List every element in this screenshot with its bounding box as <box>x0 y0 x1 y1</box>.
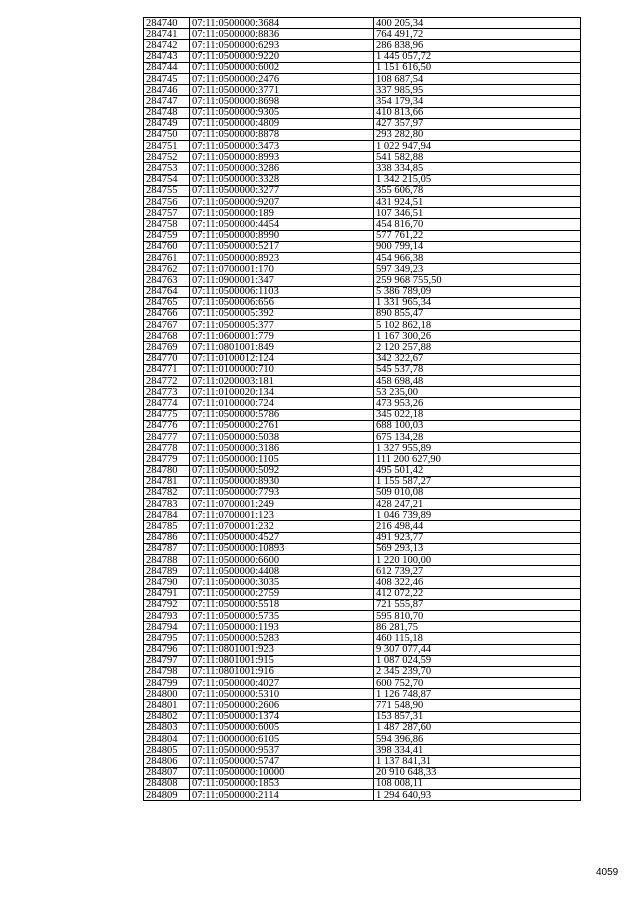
table-row <box>144 655 581 666</box>
cadastral-number-cell: 07:11:0500005:392 <box>190 308 374 319</box>
value-cell: 1 327 955,89 <box>374 443 581 454</box>
row-number-cell: 284759 <box>144 230 190 241</box>
row-number-cell: 284760 <box>144 241 190 252</box>
cadastral-number-cell: 07:11:0500000:5217 <box>190 241 374 252</box>
table-row <box>144 286 581 297</box>
row-number-cell: 284802 <box>144 711 190 722</box>
row-number-cell: 284789 <box>144 566 190 577</box>
cadastral-number-cell: 07:11:0500000:5786 <box>190 409 374 420</box>
cadastral-number-cell: 07:11:0500000:2476 <box>190 73 374 84</box>
table-row <box>144 555 581 566</box>
cadastral-number-cell: 07:11:0100020:134 <box>190 387 374 398</box>
row-number-cell: 284769 <box>144 342 190 353</box>
table-row <box>144 756 581 767</box>
cadastral-number-cell: 07:11:0500000:5038 <box>190 431 374 442</box>
value-cell: 454 816,70 <box>374 219 581 230</box>
value-cell: 107 346,51 <box>374 208 581 219</box>
row-number-cell: 284764 <box>144 286 190 297</box>
value-cell: 509 010,08 <box>374 487 581 498</box>
row-number-cell: 284765 <box>144 297 190 308</box>
table-row <box>144 420 581 431</box>
value-cell: 1 220 100,00 <box>374 555 581 566</box>
row-number-cell: 284757 <box>144 208 190 219</box>
row-number-cell: 284786 <box>144 532 190 543</box>
cadastral-number-cell: 07:11:0801001:916 <box>190 666 374 677</box>
table-row <box>144 778 581 789</box>
cadastral-number-cell: 07:11:0500000:3286 <box>190 163 374 174</box>
cadastral-value-table <box>143 17 581 801</box>
table-row <box>144 320 581 331</box>
cadastral-number-cell: 07:11:0500006:1103 <box>190 286 374 297</box>
value-cell: 53 235,00 <box>374 387 581 398</box>
cadastral-number-cell: 07:11:0500000:3035 <box>190 577 374 588</box>
cadastral-number-cell: 07:11:0900001:347 <box>190 275 374 286</box>
value-cell: 473 953,26 <box>374 398 581 409</box>
row-number-cell: 284750 <box>144 129 190 140</box>
cadastral-number-cell: 07:11:0500000:8993 <box>190 152 374 163</box>
table-row <box>144 152 581 163</box>
table-row <box>144 465 581 476</box>
table-row <box>144 107 581 118</box>
cadastral-number-cell: 07:11:0500000:3186 <box>190 443 374 454</box>
cadastral-number-cell: 07:11:0500000:6600 <box>190 555 374 566</box>
row-number-cell: 284807 <box>144 767 190 778</box>
cadastral-number-cell: 07:11:0801001:915 <box>190 655 374 666</box>
value-cell: 688 100,03 <box>374 420 581 431</box>
cadastral-number-cell: 07:11:0500000:10893 <box>190 543 374 554</box>
value-cell: 890 855,47 <box>374 308 581 319</box>
value-cell: 428 247,21 <box>374 499 581 510</box>
row-number-cell: 284763 <box>144 275 190 286</box>
value-cell: 1 046 739,89 <box>374 510 581 521</box>
row-number-cell: 284801 <box>144 700 190 711</box>
row-number-cell: 284788 <box>144 555 190 566</box>
table-row <box>144 398 581 409</box>
table-row <box>144 745 581 756</box>
table-row <box>144 275 581 286</box>
cadastral-number-cell: 07:11:0500000:8990 <box>190 230 374 241</box>
row-number-cell: 284790 <box>144 577 190 588</box>
value-cell: 412 072,22 <box>374 588 581 599</box>
cadastral-number-cell: 07:11:0500000:3328 <box>190 174 374 185</box>
cadastral-number-cell: 07:11:0100000:724 <box>190 398 374 409</box>
value-cell: 1 151 616,50 <box>374 62 581 73</box>
table-row <box>144 588 581 599</box>
table-row <box>144 487 581 498</box>
table-body <box>144 18 581 801</box>
value-cell: 108 008,11 <box>374 778 581 789</box>
row-number-cell: 284768 <box>144 331 190 342</box>
value-cell: 900 799,14 <box>374 241 581 252</box>
row-number-cell: 284747 <box>144 96 190 107</box>
value-cell: 1 342 215,05 <box>374 174 581 185</box>
table-row <box>144 543 581 554</box>
cadastral-number-cell: 07:11:0500000:5283 <box>190 633 374 644</box>
cadastral-number-cell: 07:11:0500000:189 <box>190 208 374 219</box>
cadastral-number-cell: 07:11:0500000:9305 <box>190 107 374 118</box>
row-number-cell: 284774 <box>144 398 190 409</box>
table-row <box>144 521 581 532</box>
row-number-cell: 284784 <box>144 510 190 521</box>
value-cell: 111 200 627,90 <box>374 454 581 465</box>
value-cell: 454 966,38 <box>374 252 581 263</box>
table-row <box>144 431 581 442</box>
table-row <box>144 342 581 353</box>
row-number-cell: 284741 <box>144 29 190 40</box>
cadastral-number-cell: 07:11:0500000:4027 <box>190 678 374 689</box>
row-number-cell: 284746 <box>144 85 190 96</box>
value-cell: 491 923,77 <box>374 532 581 543</box>
row-number-cell: 284771 <box>144 364 190 375</box>
cadastral-number-cell: 07:11:0500005:377 <box>190 320 374 331</box>
row-number-cell: 284794 <box>144 622 190 633</box>
value-cell: 675 134,28 <box>374 431 581 442</box>
cadastral-number-cell: 07:11:0700001:170 <box>190 264 374 275</box>
value-cell: 460 115,18 <box>374 633 581 644</box>
cadastral-number-cell: 07:11:0500000:3277 <box>190 185 374 196</box>
value-cell: 612 739,27 <box>374 566 581 577</box>
table-row <box>144 297 581 308</box>
value-cell: 600 752,70 <box>374 678 581 689</box>
table-row <box>144 678 581 689</box>
value-cell: 1 126 748,87 <box>374 689 581 700</box>
value-cell: 286 838,96 <box>374 40 581 51</box>
table-row <box>144 174 581 185</box>
row-number-cell: 284754 <box>144 174 190 185</box>
value-cell: 108 687,54 <box>374 73 581 84</box>
row-number-cell: 284751 <box>144 141 190 152</box>
cadastral-number-cell: 07:11:0500000:5310 <box>190 689 374 700</box>
value-cell: 345 022,18 <box>374 409 581 420</box>
value-cell: 597 349,23 <box>374 264 581 275</box>
row-number-cell: 284740 <box>144 18 190 29</box>
row-number-cell: 284782 <box>144 487 190 498</box>
cadastral-number-cell: 07:11:0700001:249 <box>190 499 374 510</box>
value-cell: 1 137 841,31 <box>374 756 581 767</box>
row-number-cell: 284776 <box>144 420 190 431</box>
table-row <box>144 454 581 465</box>
cadastral-number-cell: 07:11:0500000:3473 <box>190 141 374 152</box>
table-row <box>144 163 581 174</box>
table-row <box>144 711 581 722</box>
row-number-cell: 284778 <box>144 443 190 454</box>
row-number-cell: 284779 <box>144 454 190 465</box>
row-number-cell: 284805 <box>144 745 190 756</box>
row-number-cell: 284743 <box>144 51 190 62</box>
cadastral-number-cell: 07:11:0801001:923 <box>190 644 374 655</box>
table-row <box>144 622 581 633</box>
table-row <box>144 18 581 29</box>
value-cell: 569 293,13 <box>374 543 581 554</box>
table-row <box>144 73 581 84</box>
cadastral-number-cell: 07:11:0000000:6105 <box>190 734 374 745</box>
table-row <box>144 29 581 40</box>
cadastral-number-cell: 07:11:0100012:124 <box>190 353 374 364</box>
cadastral-number-cell: 07:11:0500000:9207 <box>190 197 374 208</box>
value-cell: 2 120 257,88 <box>374 342 581 353</box>
row-number-cell: 284783 <box>144 499 190 510</box>
table-row <box>144 387 581 398</box>
value-cell: 354 179,34 <box>374 96 581 107</box>
value-cell: 1 022 947,94 <box>374 141 581 152</box>
cadastral-number-cell: 07:11:0500000:3771 <box>190 85 374 96</box>
table-row <box>144 610 581 621</box>
cadastral-number-cell: 07:11:0500000:7793 <box>190 487 374 498</box>
row-number-cell: 284803 <box>144 722 190 733</box>
row-number-cell: 284744 <box>144 62 190 73</box>
value-cell: 9 307 077,44 <box>374 644 581 655</box>
cadastral-number-cell: 07:11:0500000:4408 <box>190 566 374 577</box>
value-cell: 1 155 587,27 <box>374 476 581 487</box>
table-row <box>144 40 581 51</box>
value-cell: 1 167 300,26 <box>374 331 581 342</box>
value-cell: 20 910 648,33 <box>374 767 581 778</box>
table-row <box>144 129 581 140</box>
table-row <box>144 700 581 711</box>
value-cell: 1 294 640,93 <box>374 789 581 800</box>
row-number-cell: 284808 <box>144 778 190 789</box>
value-cell: 5 102 862,18 <box>374 320 581 331</box>
table-row <box>144 62 581 73</box>
page-number: 4059 <box>596 867 619 878</box>
row-number-cell: 284780 <box>144 465 190 476</box>
row-number-cell: 284796 <box>144 644 190 655</box>
value-cell: 595 810,70 <box>374 610 581 621</box>
cadastral-number-cell: 07:11:0500000:9537 <box>190 745 374 756</box>
value-cell: 427 357,97 <box>374 118 581 129</box>
cadastral-number-cell: 07:11:0500000:6293 <box>190 40 374 51</box>
table-row <box>144 208 581 219</box>
table-row <box>144 443 581 454</box>
value-cell: 1 445 057,72 <box>374 51 581 62</box>
table-row <box>144 185 581 196</box>
cadastral-number-cell: 07:11:0500000:2114 <box>190 789 374 800</box>
cadastral-number-cell: 07:11:0500000:8923 <box>190 252 374 263</box>
row-number-cell: 284758 <box>144 219 190 230</box>
value-cell: 495 501,42 <box>374 465 581 476</box>
table-row <box>144 633 581 644</box>
cadastral-number-cell: 07:11:0500000:8698 <box>190 96 374 107</box>
table-row <box>144 722 581 733</box>
row-number-cell: 284792 <box>144 599 190 610</box>
row-number-cell: 284767 <box>144 320 190 331</box>
table-row <box>144 510 581 521</box>
table-row <box>144 241 581 252</box>
cadastral-number-cell: 07:11:0500000:4454 <box>190 219 374 230</box>
value-cell: 1 487 287,60 <box>374 722 581 733</box>
table-row <box>144 331 581 342</box>
cadastral-number-cell: 07:11:0500000:2606 <box>190 700 374 711</box>
value-cell: 771 548,90 <box>374 700 581 711</box>
cadastral-number-cell: 07:11:0500000:1374 <box>190 711 374 722</box>
value-cell: 431 924,51 <box>374 197 581 208</box>
value-cell: 216 498,44 <box>374 521 581 532</box>
value-cell: 153 857,31 <box>374 711 581 722</box>
table-row <box>144 376 581 387</box>
cadastral-number-cell: 07:11:0500000:4809 <box>190 118 374 129</box>
row-number-cell: 284806 <box>144 756 190 767</box>
table-row <box>144 734 581 745</box>
row-number-cell: 284752 <box>144 152 190 163</box>
table-row <box>144 118 581 129</box>
cadastral-number-cell: 07:11:0500000:5092 <box>190 465 374 476</box>
table-row <box>144 230 581 241</box>
value-cell: 5 386 789,09 <box>374 286 581 297</box>
value-cell: 355 606,78 <box>374 185 581 196</box>
row-number-cell: 284787 <box>144 543 190 554</box>
value-cell: 410 813,66 <box>374 107 581 118</box>
cadastral-number-cell: 07:11:0500000:1193 <box>190 622 374 633</box>
row-number-cell: 284761 <box>144 252 190 263</box>
cadastral-number-cell: 07:11:0500000:1105 <box>190 454 374 465</box>
cadastral-number-cell: 07:11:0500000:8878 <box>190 129 374 140</box>
table-row <box>144 308 581 319</box>
cadastral-number-cell: 07:11:0500000:3684 <box>190 18 374 29</box>
value-cell: 2 345 239,70 <box>374 666 581 677</box>
row-number-cell: 284795 <box>144 633 190 644</box>
row-number-cell: 284798 <box>144 666 190 677</box>
cadastral-number-cell: 07:11:0500000:6005 <box>190 722 374 733</box>
table-row <box>144 85 581 96</box>
table-row <box>144 476 581 487</box>
row-number-cell: 284800 <box>144 689 190 700</box>
cadastral-number-cell: 07:11:0700001:232 <box>190 521 374 532</box>
cadastral-number-cell: 07:11:0500000:5747 <box>190 756 374 767</box>
row-number-cell: 284742 <box>144 40 190 51</box>
row-number-cell: 284791 <box>144 588 190 599</box>
row-number-cell: 284762 <box>144 264 190 275</box>
cadastral-number-cell: 07:11:0500000:1853 <box>190 778 374 789</box>
row-number-cell: 284781 <box>144 476 190 487</box>
value-cell: 1 331 965,34 <box>374 297 581 308</box>
row-number-cell: 284804 <box>144 734 190 745</box>
row-number-cell: 284785 <box>144 521 190 532</box>
value-cell: 342 322,67 <box>374 353 581 364</box>
row-number-cell: 284745 <box>144 73 190 84</box>
cadastral-number-cell: 07:11:0500006:656 <box>190 297 374 308</box>
table-row <box>144 51 581 62</box>
cadastral-number-cell: 07:11:0500000:10000 <box>190 767 374 778</box>
value-cell: 400 205,34 <box>374 18 581 29</box>
table-row <box>144 599 581 610</box>
cadastral-number-cell: 07:11:0600001:779 <box>190 331 374 342</box>
table-row <box>144 666 581 677</box>
value-cell: 86 281,75 <box>374 622 581 633</box>
row-number-cell: 284748 <box>144 107 190 118</box>
cadastral-number-cell: 07:11:0500000:2761 <box>190 420 374 431</box>
value-cell: 259 968 755,50 <box>374 275 581 286</box>
table-row <box>144 644 581 655</box>
cadastral-number-cell: 07:11:0500000:8930 <box>190 476 374 487</box>
value-cell: 458 698,48 <box>374 376 581 387</box>
cadastral-number-cell: 07:11:0500000:6002 <box>190 62 374 73</box>
table-row <box>144 353 581 364</box>
cadastral-number-cell: 07:11:0700001:123 <box>190 510 374 521</box>
table-row <box>144 532 581 543</box>
cadastral-number-cell: 07:11:0500000:2759 <box>190 588 374 599</box>
table-row <box>144 197 581 208</box>
cadastral-number-cell: 07:11:0500000:5518 <box>190 599 374 610</box>
table-row <box>144 577 581 588</box>
table-row <box>144 409 581 420</box>
cadastral-number-cell: 07:11:0500000:4527 <box>190 532 374 543</box>
row-number-cell: 284797 <box>144 655 190 666</box>
value-cell: 338 334,85 <box>374 163 581 174</box>
value-cell: 337 985,95 <box>374 85 581 96</box>
row-number-cell: 284799 <box>144 678 190 689</box>
cadastral-number-cell: 07:11:0100000:710 <box>190 364 374 375</box>
value-cell: 721 555,87 <box>374 599 581 610</box>
row-number-cell: 284772 <box>144 376 190 387</box>
table-row <box>144 141 581 152</box>
value-cell: 541 582,88 <box>374 152 581 163</box>
row-number-cell: 284809 <box>144 789 190 800</box>
table-row <box>144 252 581 263</box>
cadastral-number-cell: 07:11:0801001:849 <box>190 342 374 353</box>
table-row <box>144 767 581 778</box>
cadastral-number-cell: 07:11:0500000:5735 <box>190 610 374 621</box>
value-cell: 545 537,78 <box>374 364 581 375</box>
value-cell: 594 396,86 <box>374 734 581 745</box>
value-cell: 293 282,80 <box>374 129 581 140</box>
table-row <box>144 566 581 577</box>
row-number-cell: 284793 <box>144 610 190 621</box>
row-number-cell: 284755 <box>144 185 190 196</box>
row-number-cell: 284753 <box>144 163 190 174</box>
cadastral-number-cell: 07:11:0500000:9220 <box>190 51 374 62</box>
table-row <box>144 264 581 275</box>
table-row <box>144 96 581 107</box>
table-row <box>144 789 581 800</box>
row-number-cell: 284749 <box>144 118 190 129</box>
value-cell: 577 761,22 <box>374 230 581 241</box>
table-row <box>144 364 581 375</box>
row-number-cell: 284777 <box>144 431 190 442</box>
row-number-cell: 284770 <box>144 353 190 364</box>
value-cell: 408 322,46 <box>374 577 581 588</box>
table-row <box>144 499 581 510</box>
row-number-cell: 284766 <box>144 308 190 319</box>
cadastral-number-cell: 07:11:0500000:8836 <box>190 29 374 40</box>
row-number-cell: 284756 <box>144 197 190 208</box>
row-number-cell: 284773 <box>144 387 190 398</box>
value-cell: 764 491,72 <box>374 29 581 40</box>
table-row <box>144 219 581 230</box>
row-number-cell: 284775 <box>144 409 190 420</box>
table-row <box>144 689 581 700</box>
value-cell: 398 334,41 <box>374 745 581 756</box>
value-cell: 1 087 024,59 <box>374 655 581 666</box>
cadastral-number-cell: 07:11:0200003:181 <box>190 376 374 387</box>
